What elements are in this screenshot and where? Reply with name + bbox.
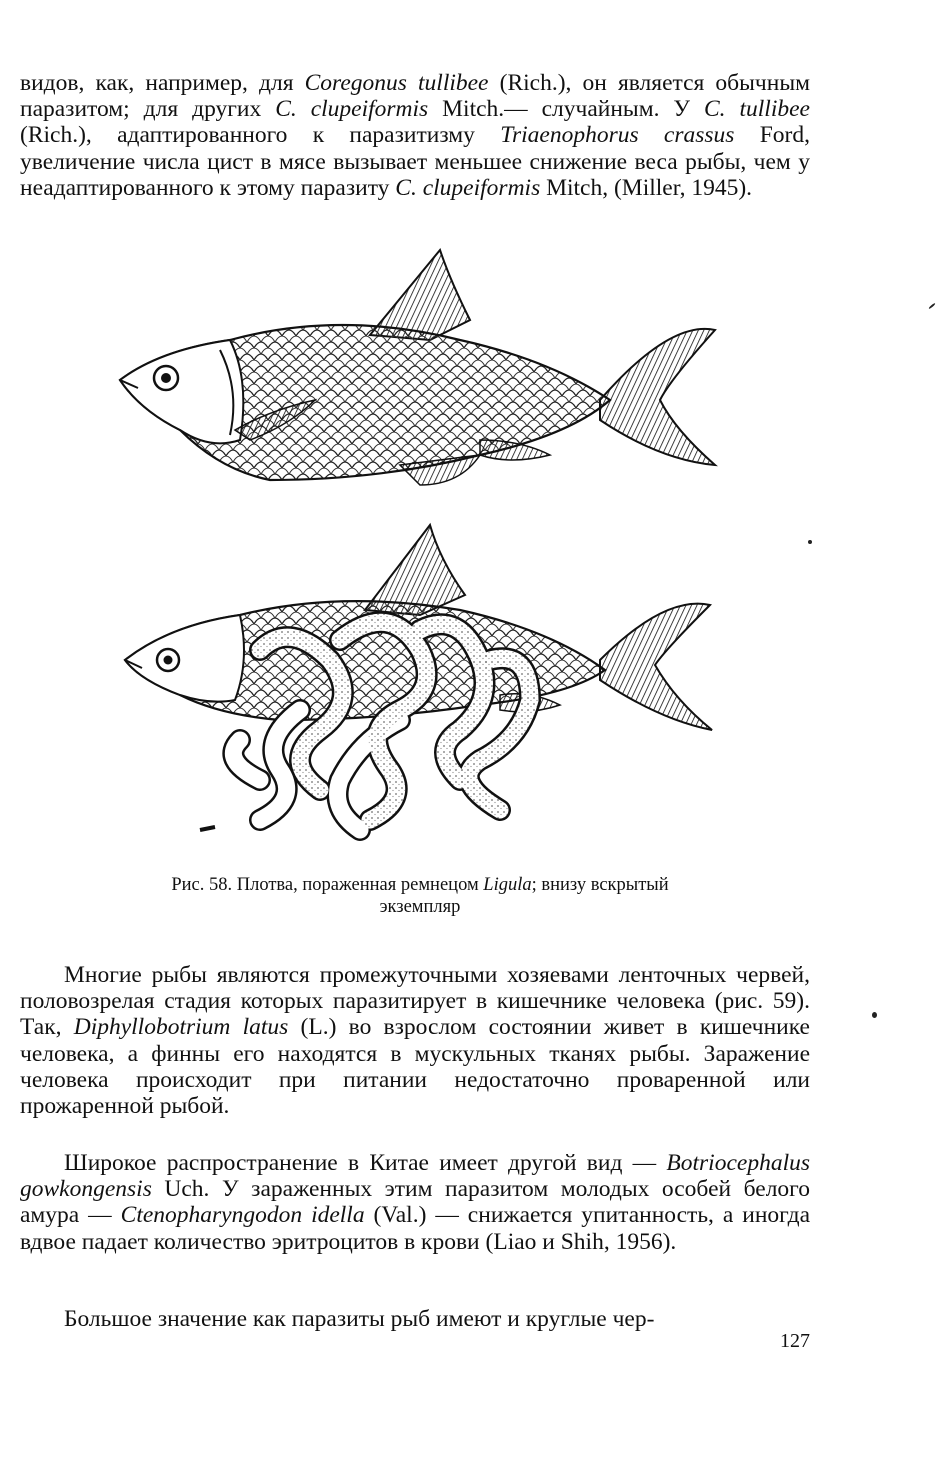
fish-top-tail-fin: [600, 329, 715, 465]
text-run: (Rich.), он является обычным паразитом; для других: [20, 70, 810, 123]
text-run: Ford, увеличение числа цист в мясе вызывает меньшее снижение веса рыбы, чем у неадаптированного к этому паразиту: [20, 122, 810, 201]
text-run: Mitch.— случайным. У: [428, 96, 704, 123]
paragraph-botriocephalus: [20, 1150, 810, 1255]
text-run: Многие рыбы являются промежуточными хозяевами ленточных червей, половозрелая стадия которых паразитирует в кишечнике человека (рис. 59). Так,: [20, 962, 810, 1041]
text-run: (L.) во взрослом состоянии живет в кишечнике человека, а финны его находятся в мускульных тканях рыбы. Заражение человека происходит при питании недостаточно проваренной или прожаренной рыбой.: [20, 1014, 810, 1120]
paragraph-intro: [20, 70, 810, 201]
latin-name: Botriocephalus gowkongensis: [20, 1150, 810, 1203]
latin-name: Ligula: [483, 875, 532, 895]
fish-healthy-illustration: [120, 250, 715, 485]
latin-name: Coregonus tullibee: [304, 70, 489, 96]
text-run: Широкое распространение в Китае имеет другой вид —: [64, 1150, 667, 1176]
fish-bottom-tail-fin: [600, 604, 712, 730]
paragraph-roundworms: [20, 1306, 810, 1332]
speck: [872, 1012, 877, 1018]
speck: [808, 540, 812, 544]
latin-name: Triaenophorus crassus: [500, 122, 735, 149]
text-run: Mitch, (Miller, 1945).: [540, 174, 753, 201]
figure-58-illustration: [100, 240, 740, 860]
figure-58-caption: [130, 874, 710, 918]
speck: [928, 303, 935, 310]
text-run: видов, как, например, для: [20, 70, 305, 96]
text-run: (Rich.), адаптированного к паразитизму: [20, 122, 501, 149]
text-run: Рис. 58. Плотва, пораженная ремнецом: [171, 875, 484, 895]
page-number: 127: [780, 1330, 810, 1352]
latin-name: C. clupeiformis: [395, 174, 541, 201]
latin-name: Ctenopharyngodon idella: [120, 1202, 365, 1229]
text-run: ; внизу вскрытый экземпляр: [379, 875, 669, 917]
fish-top-pelvic-fin: [480, 440, 550, 460]
latin-name: Diphyllobotrium latus: [73, 1014, 289, 1041]
paragraph-tapeworms: [20, 962, 810, 1119]
latin-name: C. clupeiformis: [275, 96, 429, 123]
text-run: Uch. У зараженных этим паразитом молодых особей белого амура —: [20, 1176, 810, 1229]
latin-name: C. tullibee: [704, 96, 810, 123]
text-run: Большое значение как паразиты рыб имеют и круглые чер-: [64, 1306, 655, 1332]
text-run: (Val.) — снижается упитанность, а иногда вдвое падает количество эритроцитов в крови (Liao и Shih, 1956).: [20, 1202, 811, 1255]
